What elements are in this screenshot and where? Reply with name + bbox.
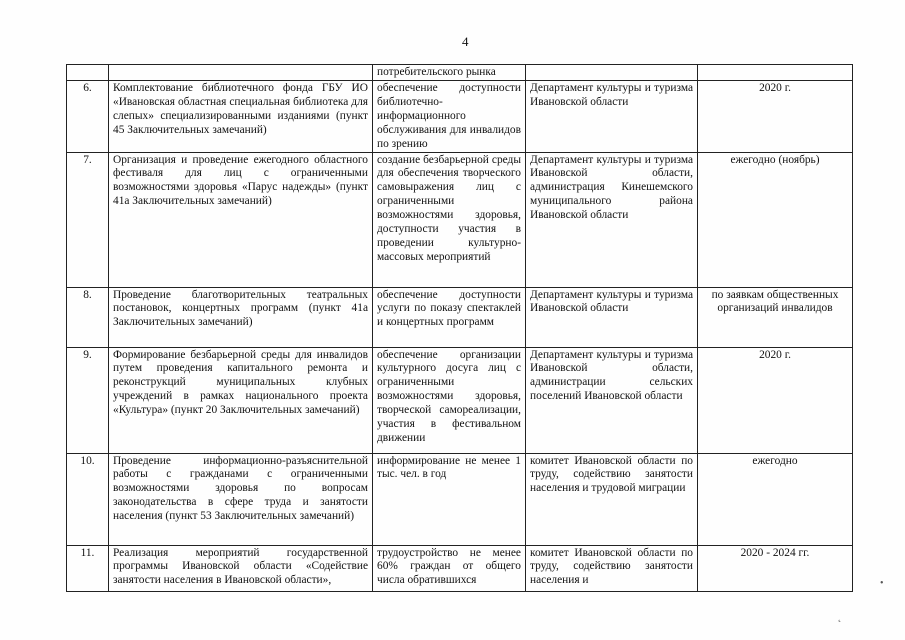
executor-cell: Департамент культуры и туризма Ивановской области, администрации сельских поселений Ивановской области bbox=[526, 347, 698, 453]
result-cell: потребительского рынка bbox=[373, 65, 526, 81]
executor-cell: комитет Ивановской области по труду, содействию занятости населения и bbox=[526, 545, 698, 591]
table-row bbox=[67, 65, 853, 81]
table-row bbox=[67, 81, 853, 153]
table-row bbox=[67, 287, 853, 347]
activity-cell: Формирование безбарьерной среды для инвалидов путем проведения капитального ремонта и реконструкций муниципальных клубных учреждений в рамках национального проекта «Культура» (пункт 20 Заключительных замечаний) bbox=[109, 347, 373, 453]
table-row bbox=[67, 347, 853, 453]
num-cell: 6. bbox=[67, 81, 109, 153]
activity-cell: Проведение благотворительных театральных постановок, концертных программ (пункт 41а Заключительных замечаний) bbox=[109, 287, 373, 347]
term-cell: 2020 г. bbox=[698, 81, 853, 153]
scan-mark: ˛ bbox=[838, 612, 842, 623]
scan-mark: • bbox=[880, 578, 884, 589]
activity-cell: Реализация мероприятий государственной программы Ивановской области «Содействие занятости населения в Ивановской области», bbox=[109, 545, 373, 591]
executor-cell: Департамент культуры и туризма Ивановской области bbox=[526, 287, 698, 347]
num-cell: 11. bbox=[67, 545, 109, 591]
executor-cell: комитет Ивановской области по труду, содействию занятости населения и трудовой миграции bbox=[526, 453, 698, 545]
term-cell: ежегодно bbox=[698, 453, 853, 545]
result-cell: трудоустройство не менее 60% граждан от общего числа обратившихся bbox=[373, 545, 526, 591]
table-row bbox=[67, 453, 853, 545]
table-row bbox=[67, 152, 853, 287]
result-cell: информирование не менее 1 тыс. чел. в год bbox=[373, 453, 526, 545]
num-cell bbox=[67, 65, 109, 81]
executor-cell: Департамент культуры и туризма Ивановской области bbox=[526, 81, 698, 153]
measures-table bbox=[66, 64, 853, 592]
executor-cell bbox=[526, 65, 698, 81]
num-cell: 10. bbox=[67, 453, 109, 545]
activity-cell: Комплектование библиотечного фонда ГБУ ИО «Ивановская областная специальная библиотека для слепых» специализированными изданиями (пункт 45 Заключительных замечаний) bbox=[109, 81, 373, 153]
activity-cell bbox=[109, 65, 373, 81]
term-cell: ежегодно (ноябрь) bbox=[698, 152, 853, 287]
num-cell: 9. bbox=[67, 347, 109, 453]
num-cell: 8. bbox=[67, 287, 109, 347]
activity-cell: Проведение информационно-разъяснительной работы с гражданами с ограниченными возможностями здоровья по вопросам законодательства в сфере труда и занятости населения (пункт 53 Заключительных замечаний) bbox=[109, 453, 373, 545]
term-cell: по заявкам общественных организаций инвалидов bbox=[698, 287, 853, 347]
num-cell: 7. bbox=[67, 152, 109, 287]
result-cell: обеспечение доступности библиотечно-информационного обслуживания для инвалидов по зрению bbox=[373, 81, 526, 153]
result-cell: обеспечение доступности услуги по показу спектаклей и концертных программ bbox=[373, 287, 526, 347]
term-cell bbox=[698, 65, 853, 81]
term-cell: 2020 г. bbox=[698, 347, 853, 453]
result-cell: создание безбарьерной среды для обеспечения творческого самовыражения лиц с ограниченными возможностями здоровья, доступности участия в проведении культурно-массовых мероприятий bbox=[373, 152, 526, 287]
term-cell: 2020 - 2024 гг. bbox=[698, 545, 853, 591]
table-row bbox=[67, 545, 853, 591]
activity-cell: Организация и проведение ежегодного областного фестиваля для лиц с ограниченными возможностями здоровья «Парус надежды» (пункт 41а Заключительных замечаний) bbox=[109, 152, 373, 287]
result-cell: обеспечение организации культурного досуга лиц с ограниченными возможностями здоровья, творческой самореализации, участия в фестивальном движении bbox=[373, 347, 526, 453]
executor-cell: Департамент культуры и туризма Ивановской области, администрация Кинешемского муниципального района Ивановской области bbox=[526, 152, 698, 287]
page-number: 4 bbox=[462, 34, 469, 49]
